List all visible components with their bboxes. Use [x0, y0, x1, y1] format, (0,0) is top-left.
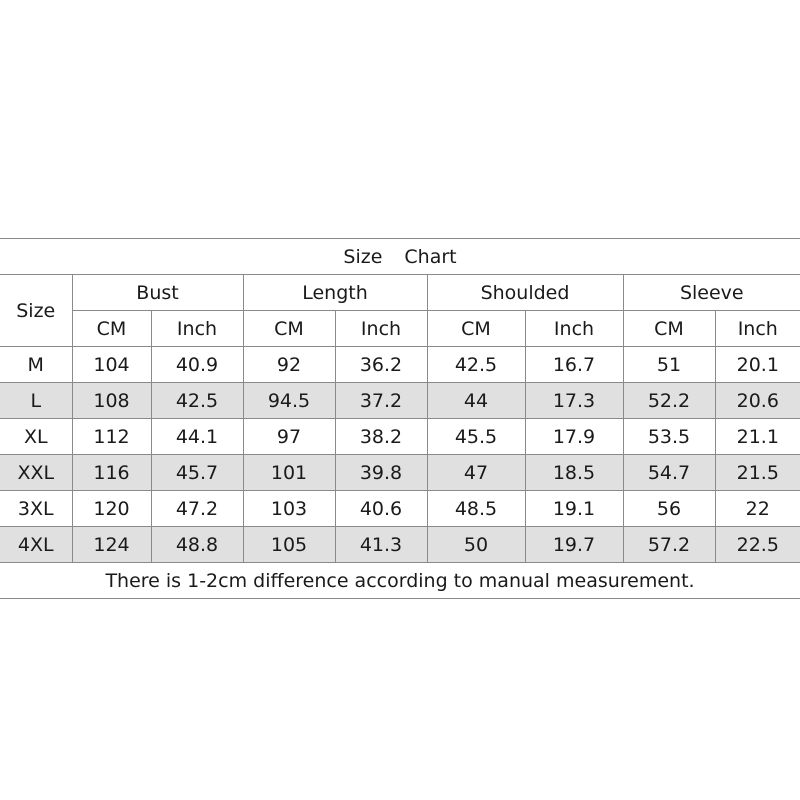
table-row — [0, 419, 800, 455]
value-cell: 57.2 — [623, 527, 715, 563]
size-cell: XL — [0, 419, 72, 455]
value-cell: 52.2 — [623, 383, 715, 419]
size-cell: M — [0, 347, 72, 383]
value-cell: 36.2 — [335, 347, 427, 383]
value-cell: 44.1 — [151, 419, 243, 455]
table-row — [0, 527, 800, 563]
value-cell: 45.5 — [427, 419, 525, 455]
value-cell: 116 — [72, 455, 151, 491]
value-cell: 38.2 — [335, 419, 427, 455]
unit-header: Inch — [335, 311, 427, 347]
value-cell: 21.5 — [715, 455, 800, 491]
value-cell: 39.8 — [335, 455, 427, 491]
value-cell: 47.2 — [151, 491, 243, 527]
table-row — [0, 383, 800, 419]
value-cell: 53.5 — [623, 419, 715, 455]
unit-header: Inch — [715, 311, 800, 347]
value-cell: 41.3 — [335, 527, 427, 563]
group-header: Shoulded — [427, 275, 623, 311]
table-row — [0, 347, 800, 383]
value-cell: 16.7 — [525, 347, 623, 383]
value-cell: 124 — [72, 527, 151, 563]
value-cell: 22.5 — [715, 527, 800, 563]
value-cell: 112 — [72, 419, 151, 455]
value-cell: 44 — [427, 383, 525, 419]
chart-title — [0, 239, 800, 275]
value-cell: 108 — [72, 383, 151, 419]
unit-header: CM — [427, 311, 525, 347]
size-cell: 4XL — [0, 527, 72, 563]
unit-header: Inch — [151, 311, 243, 347]
value-cell: 105 — [243, 527, 335, 563]
value-cell: 37.2 — [335, 383, 427, 419]
value-cell: 40.6 — [335, 491, 427, 527]
value-cell: 94.5 — [243, 383, 335, 419]
value-cell: 45.7 — [151, 455, 243, 491]
group-header: Bust — [72, 275, 243, 311]
chart-title-word: Chart — [404, 245, 457, 268]
value-cell: 56 — [623, 491, 715, 527]
size-cell: XXL — [0, 455, 72, 491]
value-cell: 48.5 — [427, 491, 525, 527]
value-cell: 101 — [243, 455, 335, 491]
value-cell: 40.9 — [151, 347, 243, 383]
value-cell: 20.1 — [715, 347, 800, 383]
table-row — [0, 455, 800, 491]
value-cell: 103 — [243, 491, 335, 527]
value-cell: 19.7 — [525, 527, 623, 563]
unit-header: Inch — [525, 311, 623, 347]
group-header: Length — [243, 275, 427, 311]
value-cell: 42.5 — [427, 347, 525, 383]
measurement-note: There is 1-2cm difference according to manual measurement. — [0, 563, 800, 599]
value-cell: 97 — [243, 419, 335, 455]
note-row — [0, 563, 800, 599]
unit-header: CM — [72, 311, 151, 347]
table-row — [0, 491, 800, 527]
unit-header-row — [0, 311, 800, 347]
size-cell: L — [0, 383, 72, 419]
value-cell: 54.7 — [623, 455, 715, 491]
value-cell: 48.8 — [151, 527, 243, 563]
value-cell: 47 — [427, 455, 525, 491]
title-row — [0, 239, 800, 275]
chart-title-word: Size — [343, 245, 383, 268]
group-header: Sleeve — [623, 275, 800, 311]
value-cell: 20.6 — [715, 383, 800, 419]
value-cell: 17.9 — [525, 419, 623, 455]
value-cell: 42.5 — [151, 383, 243, 419]
value-cell: 21.1 — [715, 419, 800, 455]
group-header-row — [0, 275, 800, 311]
size-chart-table — [0, 238, 800, 599]
value-cell: 22 — [715, 491, 800, 527]
value-cell: 17.3 — [525, 383, 623, 419]
value-cell: 51 — [623, 347, 715, 383]
value-cell: 50 — [427, 527, 525, 563]
unit-header: CM — [623, 311, 715, 347]
value-cell: 18.5 — [525, 455, 623, 491]
value-cell: 120 — [72, 491, 151, 527]
size-column-header: Size — [0, 275, 72, 347]
unit-header: CM — [243, 311, 335, 347]
value-cell: 19.1 — [525, 491, 623, 527]
size-cell: 3XL — [0, 491, 72, 527]
value-cell: 92 — [243, 347, 335, 383]
value-cell: 104 — [72, 347, 151, 383]
